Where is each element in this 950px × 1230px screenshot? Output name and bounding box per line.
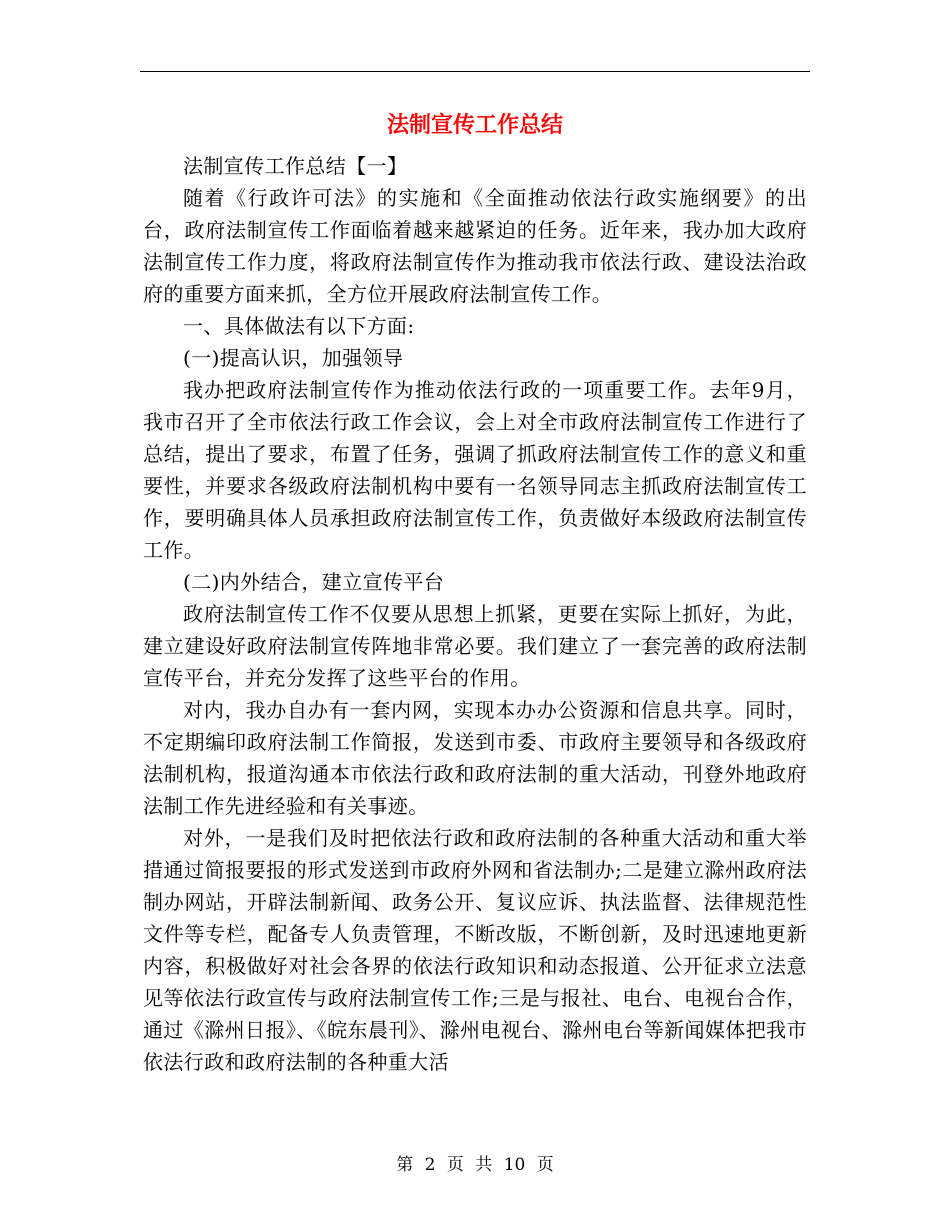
page-number: 第 2 页 共 10 页 bbox=[396, 1155, 554, 1175]
paragraph: 我办把政府法制宣传作为推动依法行政的一项重要工作。去年9月，我市召开了全市依法行政工作会议，会上对全市政府法制宣传工作进行了总结，提出了要求，布置了任务，强调了抓政府法制宣传工作的意义和重要性，并要求各级政府法制机构中要有一名领导同志主抓政府法制宣传工作，要明确具体人员承担政府法制宣传工作，负责做好本级政府法制宣传工作。 bbox=[143, 378, 807, 562]
document-body bbox=[143, 150, 807, 1078]
paragraph: 随着《行政许可法》的实施和《全面推动依法行政实施纲要》的出台，政府法制宣传工作面临着越来越紧迫的任务。近年来，我办加大政府法制宣传工作力度，将政府法制宣传作为推动我市依法行政、建设法治政府的重要方面来抓，全方位开展政府法制宣传工作。 bbox=[143, 186, 807, 306]
subsection-heading: 一、具体做法有以下方面: bbox=[183, 314, 415, 338]
header-rule bbox=[140, 71, 810, 72]
section-heading: 法制宣传工作总结【一】 bbox=[183, 154, 408, 178]
paragraph: 政府法制宣传工作不仅要从思想上抓紧，更要在实际上抓好，为此，建立建设好政府法制宣传阵地非常必要。我们建立了一套完善的政府法制宣传平台，并充分发挥了这些平台的作用。 bbox=[143, 602, 807, 690]
subsection-heading: (二)内外结合，建立宣传平台 bbox=[183, 570, 445, 594]
paragraph: 对外，一是我们及时把依法行政和政府法制的各种重大活动和重大举措通过简报要报的形式发送到市政府外网和省法制办;二是建立滁州政府法制办网站，开辟法制新闻、政务公开、复议应诉、执法监督、法律规范性文件等专栏，配备专人负责管理，不断改版，不断创新，及时迅速地更新内容，积极做好对社会各界的依法行政知识和动态报道、公开征求立法意见等依法行政宣传与政府法制宣传工作;三是与报社、电台、电视台合作，通过《滁州日报》、《皖东晨刊》、滁州电视台、滁州电台等新闻媒体把我市依法行政和政府法制的各种重大活 bbox=[143, 826, 807, 1074]
paragraph: 对内，我办自办有一套内网，实现本办办公资源和信息共享。同时，不定期编印政府法制工作简报，发送到市委、市政府主要领导和各级政府法制机构，报道沟通本市依法行政和政府法制的重大活动，刊登外地政府法制工作先进经验和有关事迹。 bbox=[143, 698, 807, 818]
document-title: 法制宣传工作总结 bbox=[386, 112, 563, 138]
subsection-heading: (一)提高认识，加强领导 bbox=[183, 346, 404, 370]
